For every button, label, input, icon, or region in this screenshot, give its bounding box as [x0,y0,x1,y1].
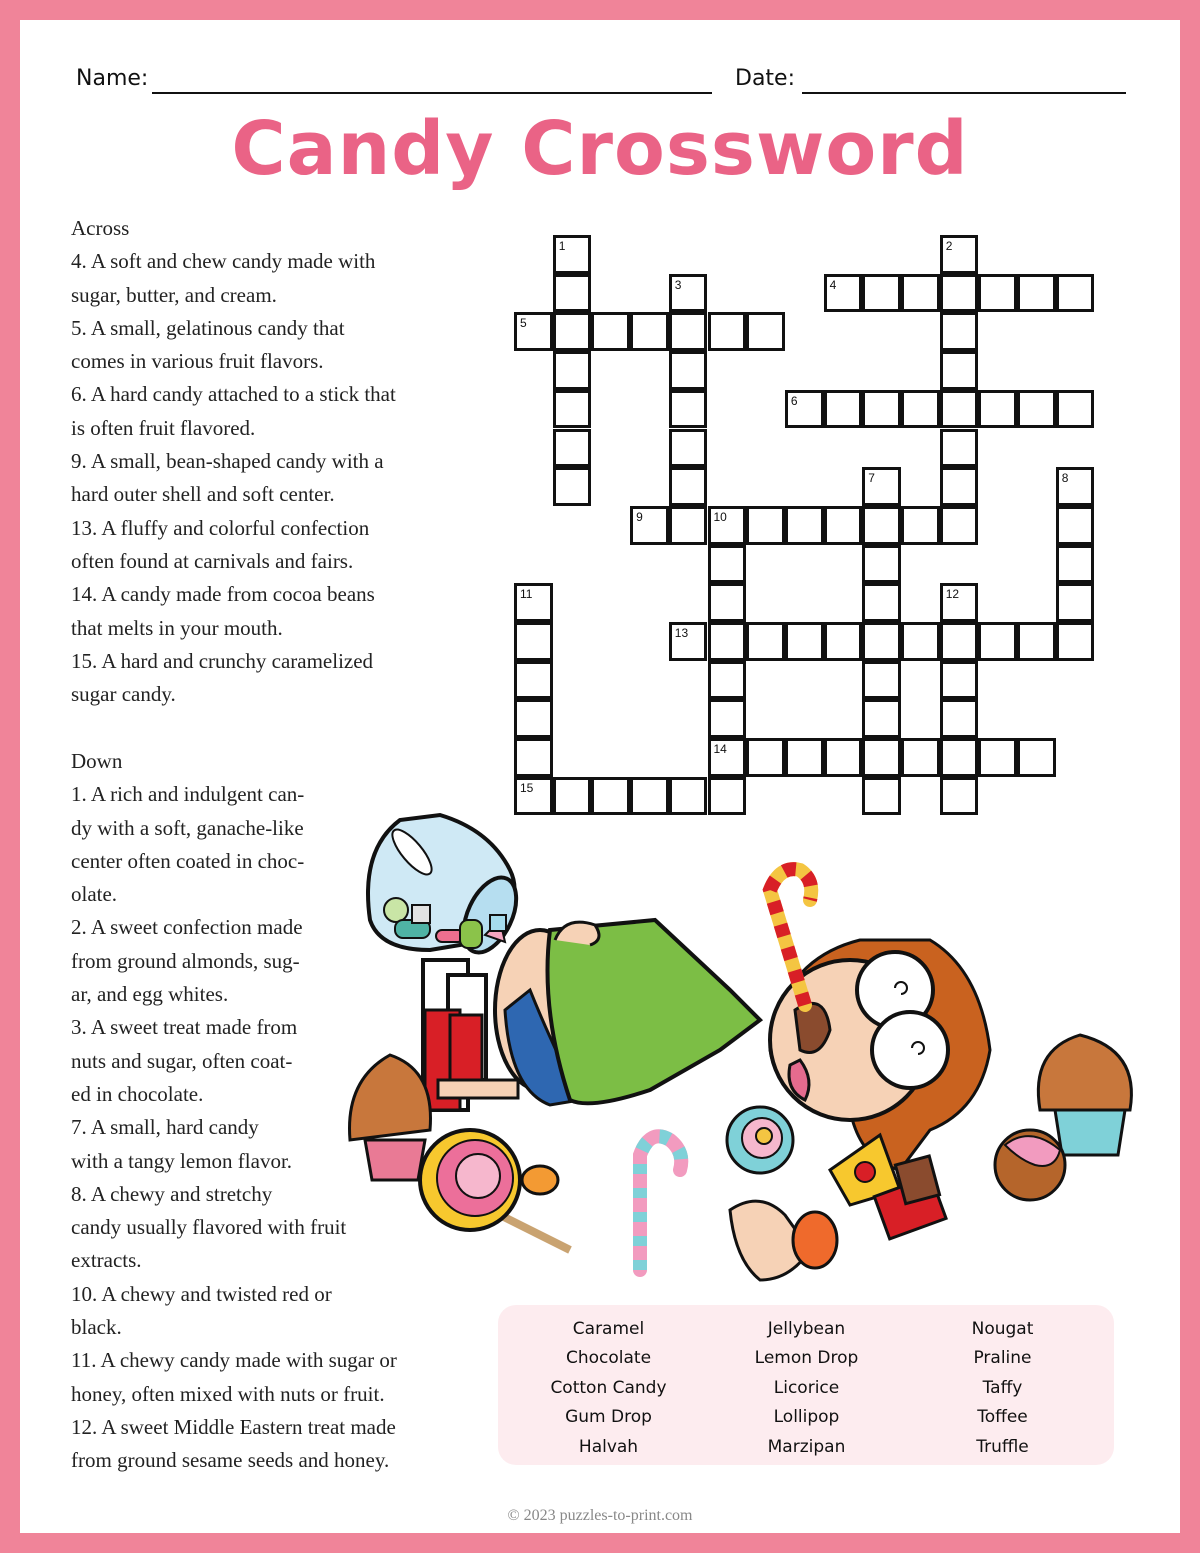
crossword-cell[interactable] [669,274,708,313]
clue-line: 10. A chewy and twisted red or [71,1281,332,1306]
crossword-cell[interactable] [978,274,1017,313]
word-bank-item: Lollipop [773,1407,840,1428]
crossword-cell[interactable] [978,622,1017,661]
crossword-cell[interactable] [1056,390,1095,429]
crossword-cell[interactable] [746,738,785,777]
crossword-cell[interactable] [669,351,708,390]
crossword-cell[interactable] [785,738,824,777]
crossword-cell[interactable] [862,274,901,313]
clue-number: 14 [713,742,727,757]
clue-line: 13. A fluffy and colorful confection [71,515,370,540]
clue-line: that melts in your mouth. [71,615,283,640]
crossword-cell[interactable] [824,390,863,429]
crossword-cell[interactable] [862,390,901,429]
crossword-cell[interactable] [901,506,940,545]
clue-line: center often coated in choc- [71,848,305,873]
clue-number: 4 [829,277,837,292]
clue-line: is often fruit flavored. [71,415,256,440]
crossword-cell[interactable] [978,390,1017,429]
copyright-footer: © 2023 puzzles-to-print.com [507,1507,693,1524]
clue-line: often found at carnivals and fairs. [71,548,354,573]
clue-line: olate. [71,882,118,907]
clue-line: 1. A rich and indulgent can- [71,782,305,807]
word-bank-item: Nougat [971,1319,1034,1339]
clue-line: 2. A sweet confection made [71,915,303,940]
word-bank-item: Taffy [982,1377,1023,1398]
clue-line: from ground almonds, sug- [71,948,300,973]
crossword-cell[interactable] [1017,622,1056,661]
crossword-cell[interactable] [746,506,785,545]
crossword-cell[interactable] [746,622,785,661]
crossword-cell[interactable] [514,583,553,622]
crossword-cell[interactable] [708,699,747,738]
word-bank-item: Halvah [578,1436,639,1457]
gummy-bear-icon [793,1212,837,1268]
clue-line: 4. A soft and chew candy made with [71,249,376,274]
clue-line: black. [71,1315,122,1340]
crossword-cell[interactable] [553,235,592,274]
clue-number: 6 [790,393,798,408]
down-heading: Down [71,749,123,773]
name-label: Name: [76,66,149,91]
crossword-cell[interactable] [940,274,979,313]
crossword-cell[interactable] [1056,467,1095,506]
crossword-cell[interactable] [940,622,979,661]
crossword-cell[interactable] [553,390,592,429]
crossword-cell[interactable] [940,312,979,351]
word-bank-column-1 [506,1315,711,1462]
clue-line: dy with a soft, ganache-like [71,815,304,840]
crossword-cell[interactable] [785,622,824,661]
crossword-cell[interactable] [669,467,708,506]
candy-boy-illustration [340,810,1160,1300]
clue-line: with a tangy lemon flavor. [71,1148,293,1173]
crossword-cell[interactable] [940,429,979,468]
crossword-cell[interactable] [669,622,708,661]
crossword-cell[interactable] [1017,274,1056,313]
crossword-cell[interactable] [901,390,940,429]
crossword-cell[interactable] [785,390,824,429]
clue-line: 12. A sweet Middle Eastern treat made [71,1414,396,1439]
clue-number: 13 [674,626,689,640]
crossword-cell[interactable] [1017,738,1056,777]
word-bank-item: Truffle [976,1436,1029,1457]
crossword-cell[interactable] [630,312,669,351]
clue-number: 12 [945,587,960,602]
crossword-cell[interactable] [1056,545,1095,584]
clue-number: 7 [868,471,875,486]
word-bank-item: Jellybean [767,1319,846,1339]
word-bank-item: Licorice [773,1377,840,1398]
crossword-cell[interactable] [553,429,592,468]
clue-line: 7. A small, hard candy [71,1115,259,1140]
clue-line: 9. A small, bean-shaped candy with a [71,449,384,474]
boy-shirt-icon [548,920,761,1103]
clue-number: 5 [520,316,527,331]
clue-number: 15 [520,780,534,795]
crossword-cell[interactable] [514,661,553,700]
name-input-line[interactable] [152,92,712,94]
crossword-cell[interactable] [824,622,863,661]
crossword-cell[interactable] [862,738,901,777]
clue-number: 1 [558,239,566,253]
date-input-line[interactable] [802,92,1126,94]
clue-line: 3. A sweet treat made from [71,1015,298,1040]
crossword-cell[interactable] [862,506,901,545]
word-bank [498,1305,1114,1465]
crossword-cell[interactable] [940,661,979,700]
clue-line: 14. A candy made from cocoa beans [71,582,375,607]
crossword-cell[interactable] [708,738,747,777]
crossword-cell[interactable] [862,622,901,661]
crossword-cell[interactable] [940,235,979,274]
crossword-cell[interactable] [708,583,747,622]
crossword-cell[interactable] [553,274,592,313]
clue-number: 2 [945,239,953,253]
clue-line: honey, often mixed with nuts or fruit. [71,1381,385,1406]
clue-line: 11. A chewy candy made with sugar or [71,1348,397,1373]
word-bank-item: Praline [973,1348,1032,1369]
wrapped-candy-icon [522,1166,558,1194]
crossword-cell[interactable] [591,312,630,351]
crossword-cell[interactable] [940,467,979,506]
crossword-cell[interactable] [901,274,940,313]
word-bank-item: Caramel [572,1319,645,1339]
clue-number: 3 [674,277,682,292]
clue-number: 10 [713,509,727,524]
crossword-cell[interactable] [901,622,940,661]
crossword-cell[interactable] [669,429,708,468]
crossword-cell[interactable] [746,312,785,351]
clue-line: ed in chocolate. [71,1081,204,1106]
crossword-cell[interactable] [1056,583,1095,622]
crossword-cell[interactable] [708,545,747,584]
crossword-cell[interactable] [708,312,747,351]
clue-number: 9 [636,509,643,524]
across-heading: Across [71,216,130,240]
word-bank-item: Chocolate [565,1348,652,1369]
clue-line: sugar candy. [71,682,176,707]
crossword-cell[interactable] [940,583,979,622]
crossword-cell[interactable] [940,390,979,429]
cupcake-icon [350,1055,431,1180]
crossword-cell[interactable] [940,506,979,545]
crossword-cell[interactable] [514,622,553,661]
crossword-cell[interactable] [862,661,901,700]
clue-line: sugar, butter, and cream. [71,282,277,307]
word-bank-item: Toffee [977,1407,1028,1428]
crossword-cell[interactable] [940,738,979,777]
crossword-cell[interactable] [1056,622,1095,661]
clue-line: candy usually flavored with fruit [71,1215,347,1240]
clue-line: comes in various fruit flavors. [71,349,324,374]
word-bank-item: Gum Drop [565,1407,652,1428]
crossword-cell[interactable] [708,661,747,700]
crossword-cell[interactable] [824,506,863,545]
crossword-cell[interactable] [1056,506,1095,545]
crossword-cell[interactable] [514,738,553,777]
clue-number: 8 [1061,471,1069,486]
clue-line: ar, and egg whites. [71,982,229,1007]
crossword-cell[interactable] [824,274,863,313]
word-bank-item: Marzipan [767,1436,846,1457]
gummy-bear-icon [460,920,482,948]
crossword-cell[interactable] [514,312,553,351]
crossword-cell[interactable] [708,506,747,545]
clue-line: 6. A hard candy attached to a stick that [71,382,396,407]
crossword-cell[interactable] [708,622,747,661]
crossword-cell[interactable] [901,738,940,777]
crossword-cell[interactable] [785,506,824,545]
crossword-cell[interactable] [862,699,901,738]
crossword-cell[interactable] [514,699,553,738]
word-bank-item: Cotton Candy [550,1377,667,1398]
word-bank-column-2 [704,1315,909,1462]
crossword-cell[interactable] [978,738,1017,777]
crossword-cell[interactable] [669,312,708,351]
crossword-cell[interactable] [940,351,979,390]
clue-line: 8. A chewy and stretchy [71,1181,273,1206]
crossword-cell[interactable] [940,699,979,738]
crossword-cell[interactable] [862,545,901,584]
across-clue-list [71,245,396,711]
word-bank-column-3 [900,1315,1105,1462]
clue-number: 11 [520,587,533,602]
date-label: Date: [735,66,795,91]
crossword-cell[interactable] [1056,274,1095,313]
crossword-cell[interactable] [553,467,592,506]
crossword-cell[interactable] [630,506,669,545]
clue-line: extracts. [71,1248,142,1273]
crossword-cell[interactable] [1017,390,1056,429]
crossword-cell[interactable] [669,506,708,545]
across-clues [71,212,396,711]
crossword-cell[interactable] [862,583,901,622]
clue-line: 15. A hard and crunchy caramelized [71,648,374,673]
crossword-cell[interactable] [824,738,863,777]
page-title: Candy Crossword [231,106,969,192]
crossword-cell[interactable] [553,351,592,390]
crossword-cell[interactable] [553,312,592,351]
clue-line: 5. A small, gelatinous candy that [71,315,345,340]
word-bank-item: Lemon Drop [754,1348,859,1369]
crossword-cell[interactable] [862,467,901,506]
clue-line: nuts and sugar, often coat- [71,1048,293,1073]
clue-line: from ground sesame seeds and honey. [71,1448,390,1473]
crossword-cell[interactable] [669,390,708,429]
clue-line: hard outer shell and soft center. [71,482,335,507]
